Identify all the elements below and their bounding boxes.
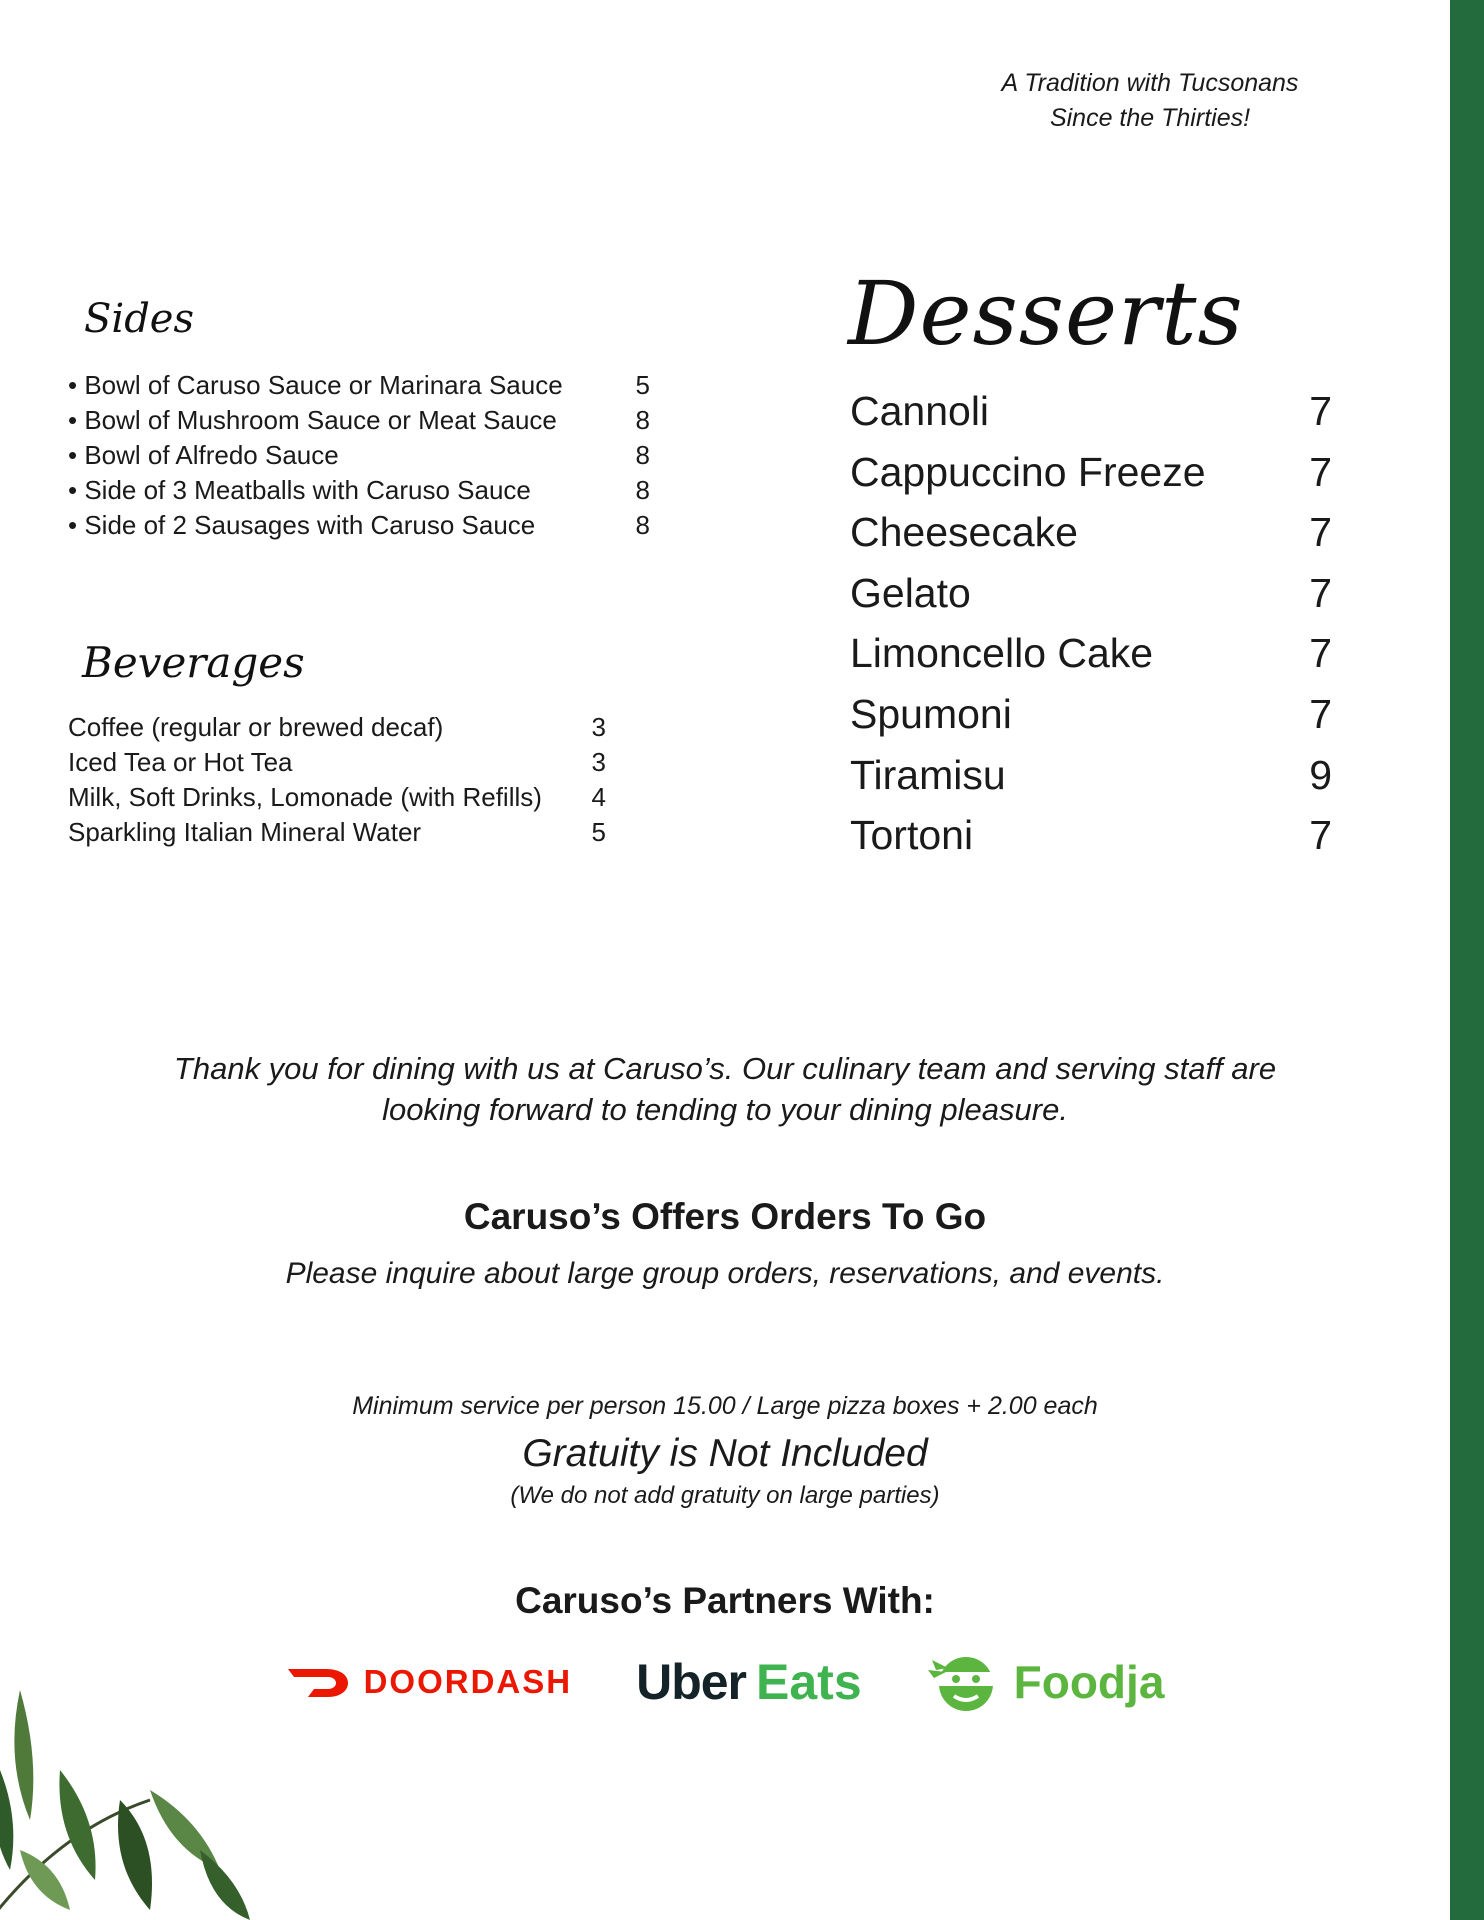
item-name: Milk, Soft Drinks, Lomonade (with Refills) — [68, 782, 542, 812]
item-price: 7 — [1309, 690, 1332, 737]
minimum-service-note: Minimum service per person 15.00 / Large pizza boxes + 2.00 each — [352, 1392, 1098, 1420]
item-name: Cappuccino Freeze — [850, 448, 1206, 495]
olive-leaves-decoration — [0, 1650, 260, 1920]
list-item — [68, 403, 650, 438]
foodja-ninja-icon — [926, 1650, 1006, 1714]
item-price: 4 — [591, 782, 606, 812]
item-price: 3 — [591, 747, 606, 777]
doordash-wordmark: DOORDASH — [363, 1663, 573, 1700]
item-name: • Bowl of Caruso Sauce or Marinara Sauce — [68, 370, 563, 400]
item-name: Cheesecake — [850, 509, 1078, 556]
item-price: 7 — [1309, 448, 1332, 495]
desserts-list — [850, 381, 1332, 866]
item-price: 9 — [1309, 751, 1332, 798]
item-price: 5 — [591, 817, 606, 847]
item-price: 8 — [635, 405, 650, 435]
doordash-logo — [286, 1663, 573, 1701]
item-price: 7 — [1309, 509, 1332, 556]
list-item — [850, 502, 1332, 563]
item-name: Tiramisu — [850, 751, 1006, 798]
uber-wordmark: Uber — [636, 1654, 747, 1710]
item-name: Limoncello Cake — [850, 630, 1154, 677]
beverages-heading: Beverages — [82, 638, 305, 687]
beverages-list — [68, 710, 606, 850]
list-item — [850, 381, 1332, 442]
list-item — [68, 438, 650, 473]
item-price: 7 — [1309, 630, 1332, 677]
item-name: Gelato — [850, 569, 971, 616]
uber-eats-logo — [636, 1653, 862, 1711]
partners-title: Caruso’s Partners With: — [515, 1580, 935, 1621]
item-name: Iced Tea or Hot Tea — [68, 747, 293, 777]
list-item — [68, 815, 606, 850]
thank-you-message: Thank you for dining with us at Caruso’s. Our culinary team and serving staff are looking forward to tending to your dining pleasure. — [173, 1051, 1277, 1127]
green-side-bar — [1450, 0, 1484, 1920]
tagline-line-1: A Tradition with Tucsonans — [1001, 69, 1299, 97]
desserts-heading: Desserts — [848, 262, 1244, 365]
item-price: 3 — [591, 712, 606, 742]
item-price: 7 — [1309, 569, 1332, 616]
item-price: 5 — [635, 370, 650, 400]
orders-subtitle: Please inquire about large group orders, reservations, and events. — [285, 1257, 1165, 1290]
item-price: 8 — [635, 440, 650, 470]
list-item — [68, 473, 650, 508]
item-price: 8 — [635, 510, 650, 540]
item-name: • Bowl of Alfredo Sauce — [68, 440, 339, 470]
foodja-logo — [926, 1650, 1165, 1714]
item-name: • Side of 3 Meatballs with Caruso Sauce — [68, 475, 531, 505]
item-price: 7 — [1309, 812, 1332, 859]
list-item — [68, 508, 650, 543]
item-name: Spumoni — [850, 690, 1012, 737]
list-item — [68, 745, 606, 780]
list-item — [850, 623, 1332, 684]
orders-to-go-title: Caruso’s Offers Orders To Go — [463, 1196, 987, 1237]
item-price: 7 — [1309, 388, 1332, 434]
item-name: • Side of 2 Sausages with Caruso Sauce — [68, 510, 536, 540]
gratuity-heading: Gratuity is Not Included — [522, 1432, 928, 1475]
list-item — [850, 442, 1332, 503]
list-item — [850, 684, 1332, 745]
item-name: Cannoli — [850, 388, 990, 434]
item-name: Tortoni — [850, 812, 974, 859]
sides-list — [68, 368, 650, 543]
list-item — [850, 745, 1332, 806]
list-item — [68, 780, 606, 815]
list-item — [850, 805, 1332, 866]
list-item — [850, 563, 1332, 624]
foodja-wordmark: Foodja — [1013, 1656, 1165, 1708]
gratuity-note: (We do not add gratuity on large parties) — [510, 1482, 940, 1509]
doordash-icon — [286, 1665, 350, 1699]
tagline-line-2: Since the Thirties! — [1049, 104, 1251, 132]
list-item — [68, 368, 650, 403]
item-price: 8 — [635, 475, 650, 505]
item-name: • Bowl of Mushroom Sauce or Meat Sauce — [68, 405, 557, 435]
item-name: Sparkling Italian Mineral Water — [68, 817, 422, 847]
sides-heading: Sides — [84, 296, 194, 342]
item-name: Coffee (regular or brewed decaf) — [68, 712, 444, 742]
eats-wordmark: Eats — [756, 1654, 862, 1710]
tagline — [920, 66, 1380, 136]
list-item — [68, 710, 606, 745]
